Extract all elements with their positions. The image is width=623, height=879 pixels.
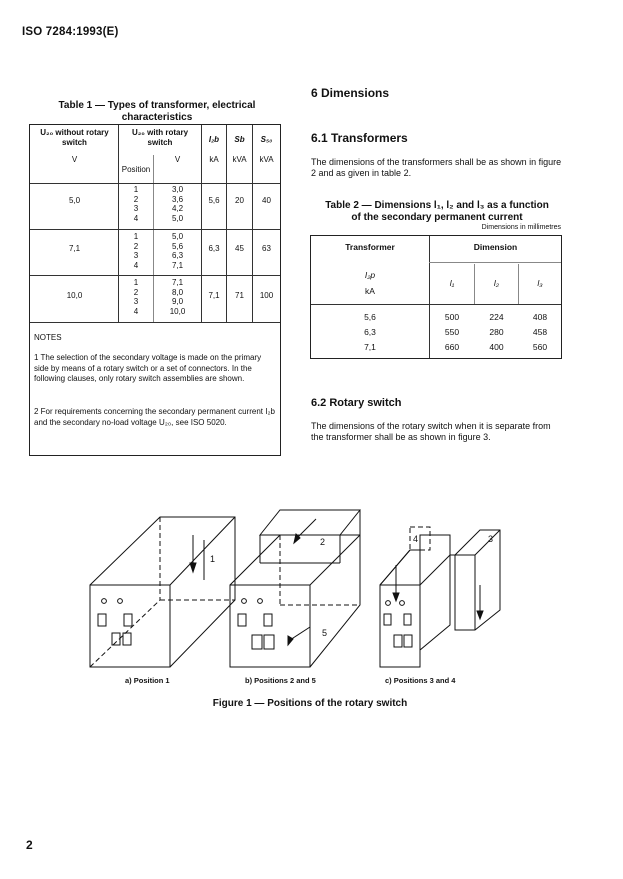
table-row-voltages: 3,0 3,6 4,2 5,0	[171, 185, 184, 223]
table-row-l3: 408 458 560	[532, 312, 548, 352]
figure-a	[90, 517, 235, 667]
figure-c	[380, 527, 500, 667]
section-6-1-title: 6.1 Transformers	[311, 131, 408, 145]
figure-label-4: 4	[413, 534, 419, 544]
table-row-i2b: 7,1	[208, 291, 220, 300]
table1-caption: Table 1 — Types of transformer, electrical characteristics	[58, 100, 256, 123]
figure-label-2: 2	[320, 537, 326, 547]
figure-sub-a: a) Position 1	[125, 676, 170, 685]
table-row-s50: 100	[259, 291, 274, 300]
table-row-current: 5,6 6,3 7,1	[364, 312, 376, 352]
unit-position: Position	[121, 165, 151, 174]
unit-v: V	[71, 155, 78, 164]
table2-unit-note: Dimensions in millimetres	[481, 224, 561, 231]
table-row-s50: 63	[262, 244, 271, 253]
table1	[29, 124, 281, 456]
figure1-caption: Figure 1 — Positions of the rotary switch	[212, 698, 408, 709]
sub-i2p: I₂p	[364, 270, 376, 280]
table-row-sb: 20	[235, 196, 244, 205]
col-i2b: I₂b	[208, 135, 220, 144]
table2	[310, 235, 562, 359]
figure-b	[230, 510, 360, 667]
table-row-u-without: 10,0	[66, 291, 83, 300]
figure-label-3: 3	[488, 534, 494, 544]
figure-sub-b: b) Positions 2 and 5	[245, 676, 316, 685]
table-row-u-without: 7,1	[68, 244, 81, 253]
table-row-s50: 40	[262, 196, 271, 205]
notes-title: NOTES	[34, 333, 62, 342]
section-6-1-text: The dimensions of the transformers shall be as shown in figure 2 and as given in table 2.	[311, 157, 562, 178]
sub-ka: kA	[365, 286, 375, 296]
page-number: 2	[26, 838, 33, 852]
col-dimension: Dimension	[473, 242, 518, 252]
table-row-positions: 1 2 3 4	[133, 278, 139, 316]
table-row-positions: 1 2 3 4	[133, 185, 139, 223]
table-row-sb: 71	[235, 291, 244, 300]
sub-l1: l₁	[449, 278, 455, 288]
section-6-2-title: 6.2 Rotary switch	[311, 397, 402, 409]
table-row-i2b: 5,6	[208, 196, 220, 205]
table-row-positions: 1 2 3 4	[133, 232, 139, 270]
table-row-l1: 500 550 660	[444, 312, 460, 352]
note-2: 2 For requirements concerning the secondary permanent current I₂b and the secondary no-load voltage U₂₀, see ISO 5020.	[34, 407, 276, 427]
table-row-voltages: 5,0 5,6 6,3 7,1	[171, 232, 184, 270]
col-u20-without: U₂₀ without rotary switch	[40, 128, 109, 147]
figure-sub-c: c) Positions 3 and 4	[385, 676, 456, 685]
figure-label-1: 1	[210, 554, 216, 564]
sub-l2: l₂	[493, 278, 500, 288]
unit-v2: V	[174, 155, 181, 164]
unit-kva2: kVA	[259, 155, 274, 164]
standard-header: ISO 7284:1993(E)	[22, 26, 119, 38]
col-transformer: Transformer	[345, 242, 395, 252]
unit-kva1: kVA	[232, 155, 247, 164]
table-row-i2b: 6,3	[208, 244, 220, 253]
figure-label-5: 5	[322, 628, 328, 638]
table-row-voltages: 7,1 8,0 9,0 10,0	[169, 278, 186, 316]
unit-ka: kA	[209, 155, 219, 164]
col-u20-with: U₂₀ with rotary switch	[131, 128, 189, 147]
note-1: 1 The selection of the secondary voltage is made on the primary side by means of a rotary switch or a set of connectors. In the following clauses, only rotary switch assemblies are shown.	[34, 353, 262, 383]
section-6-2-text: The dimensions of the rotary switch when it is separate from the transformer shall be as shown in figure 3.	[311, 421, 551, 442]
sub-l3: l₃	[537, 278, 543, 288]
table-row-sb: 45	[235, 244, 244, 253]
table-row-l2: 224 280 400	[489, 312, 504, 352]
table2-caption: Table 2 — Dimensions l₁, l₂ and l₃ as a function of the secondary permanent current	[325, 200, 549, 223]
section-6-title: 6 Dimensions	[311, 86, 390, 100]
col-s50: S₅₀	[260, 135, 273, 144]
col-sb: Sb	[234, 135, 245, 144]
figure1-drawing	[80, 505, 540, 675]
table-row-u-without: 5,0	[68, 196, 81, 205]
